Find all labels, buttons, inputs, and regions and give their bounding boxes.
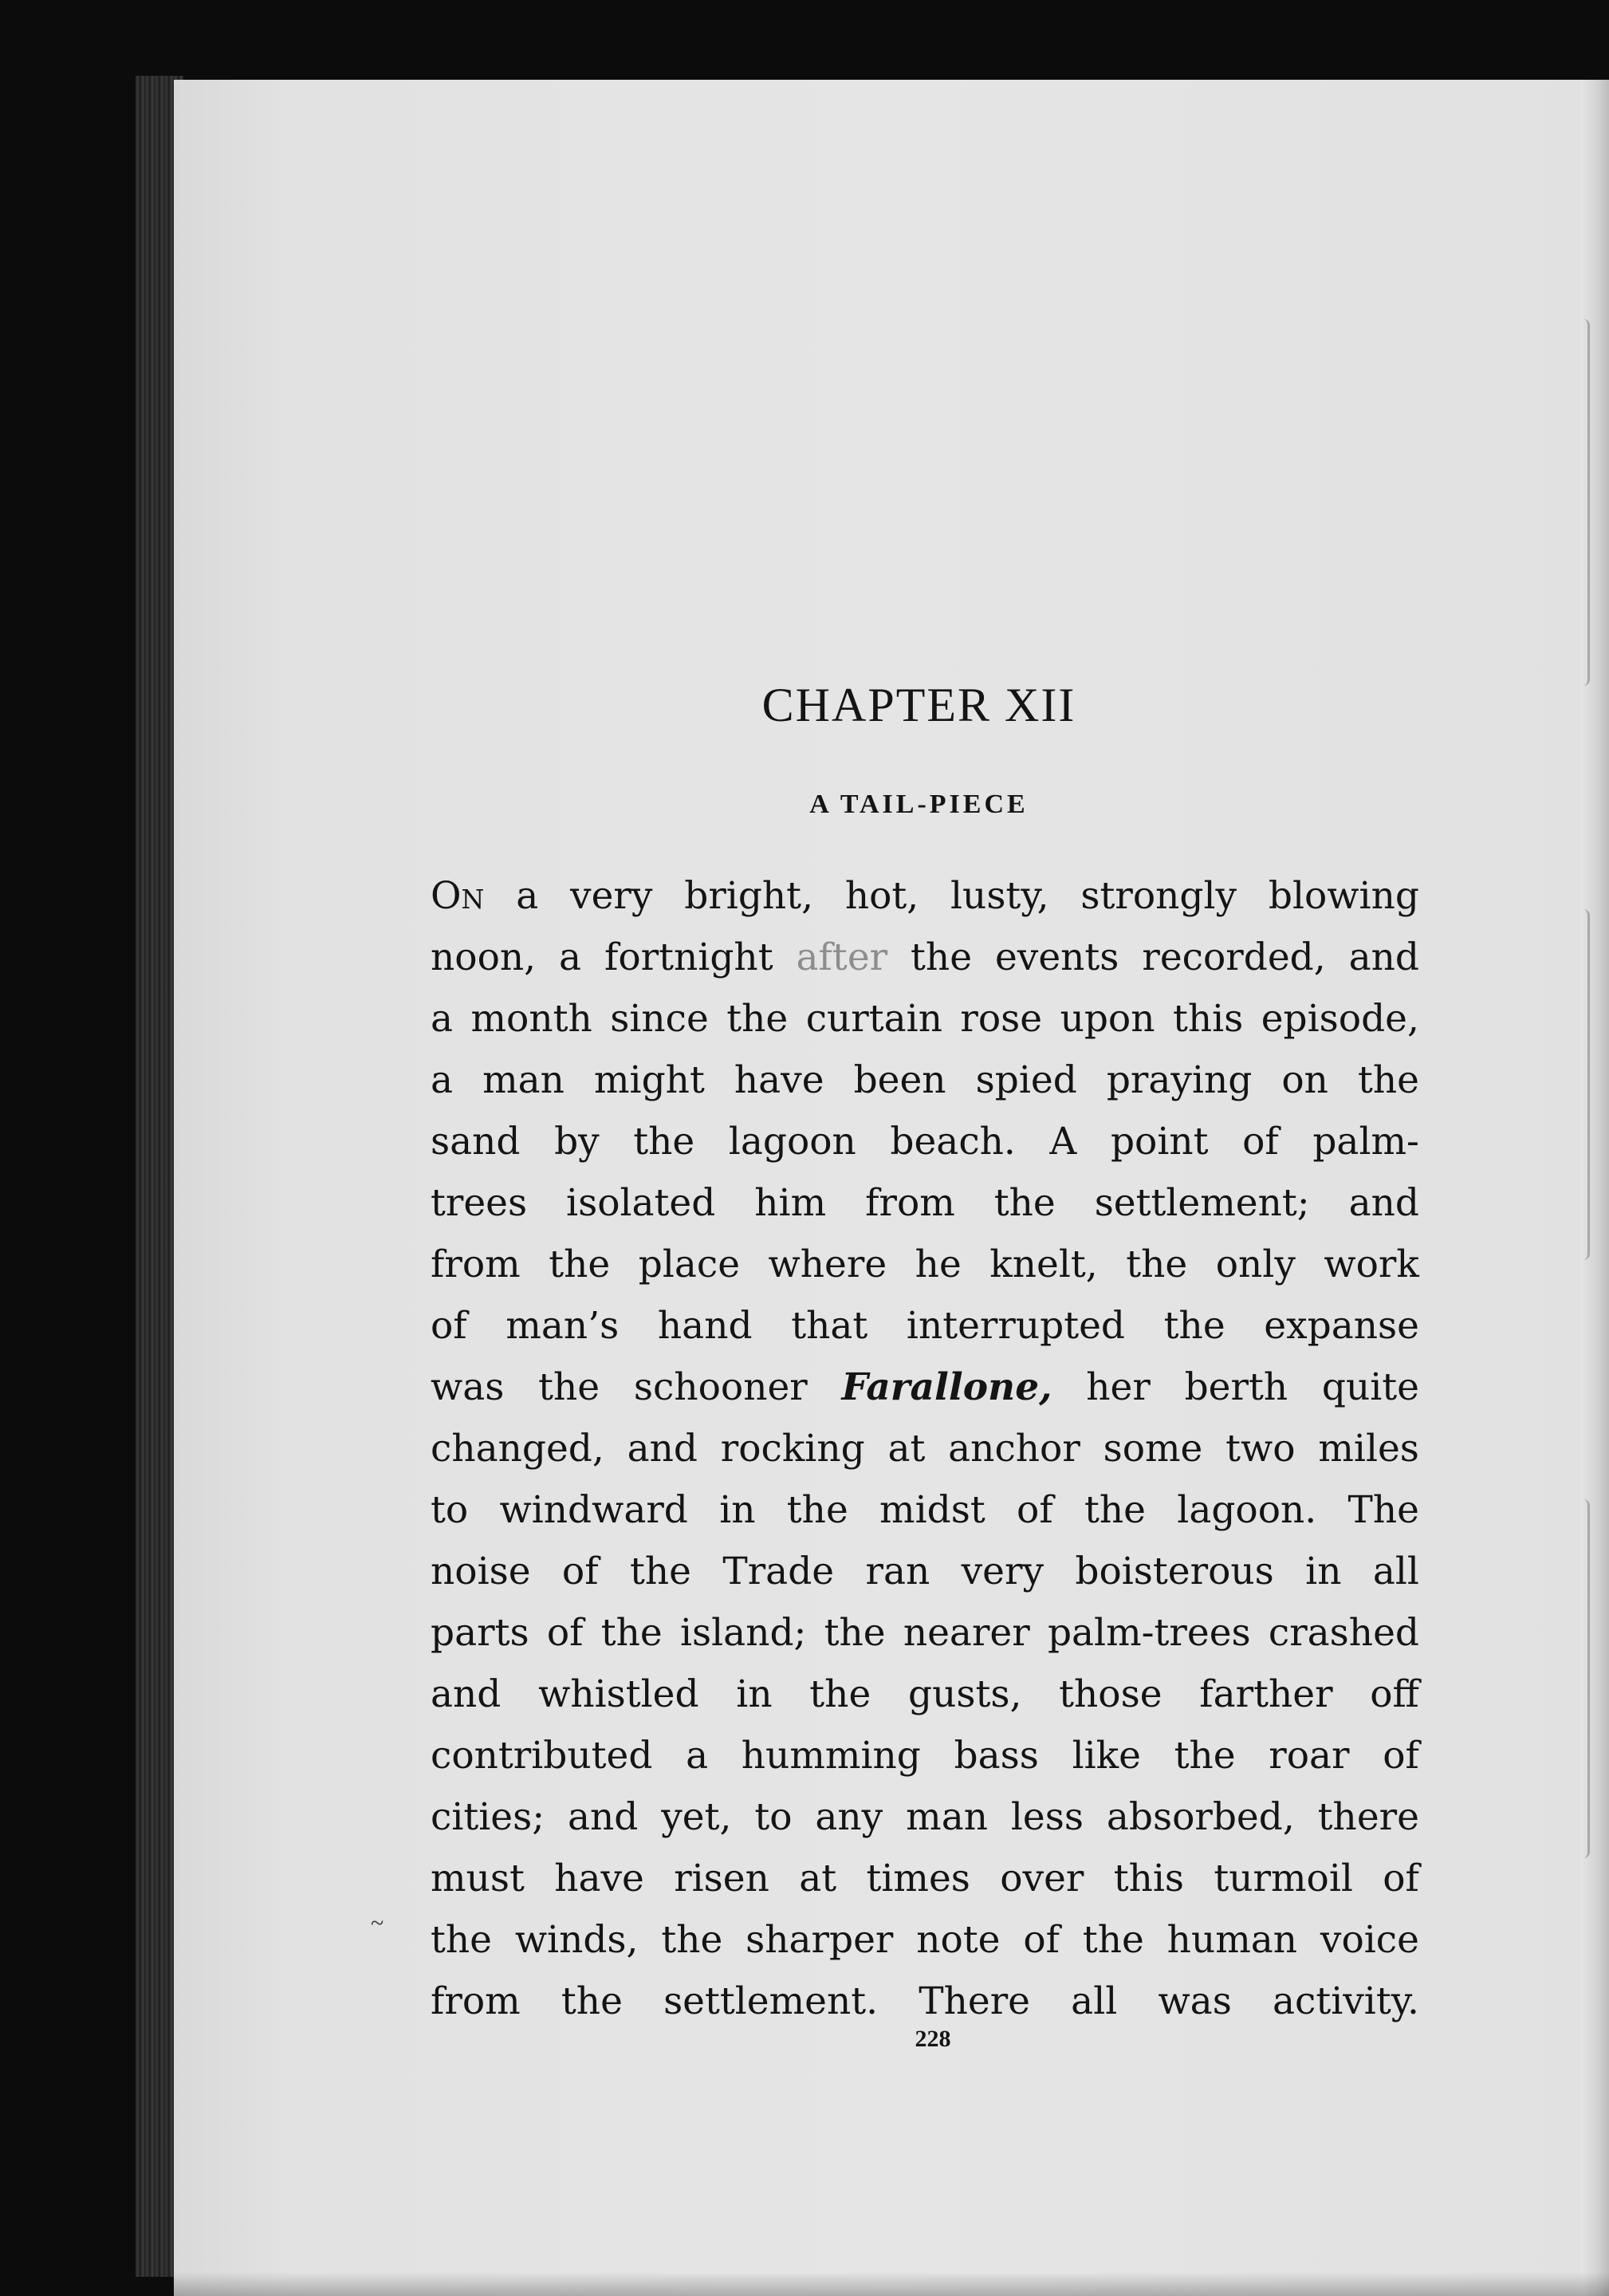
word: this <box>1113 1857 1184 1900</box>
word: turmoil <box>1214 1857 1353 1900</box>
word: month <box>470 997 592 1041</box>
word: gusts, <box>907 1672 1022 1716</box>
word: interrupted <box>906 1304 1126 1348</box>
text-line <box>431 1418 1419 1479</box>
word: The <box>1347 1488 1419 1532</box>
text-line <box>431 1909 1419 1971</box>
text-line <box>431 1479 1419 1541</box>
word: praying <box>1106 1058 1253 1102</box>
word: the <box>993 1181 1056 1225</box>
word: after <box>796 935 888 979</box>
word: a <box>686 1734 709 1778</box>
word: nearer <box>903 1611 1030 1655</box>
word: and <box>1348 1181 1419 1225</box>
word: A <box>1049 1120 1077 1164</box>
word: any <box>815 1795 883 1839</box>
word: activity. <box>1272 1979 1419 2023</box>
word: must <box>431 1857 525 1900</box>
word: bright, <box>684 874 814 918</box>
word: the <box>538 1365 600 1409</box>
word: the <box>1082 1918 1144 1962</box>
word: anchor <box>948 1427 1080 1471</box>
page-bottom-shadow <box>174 2272 1609 2296</box>
text-line <box>431 1971 1419 2032</box>
word: schooner <box>633 1365 808 1409</box>
word: winds, <box>514 1918 639 1962</box>
word: voice <box>1320 1918 1419 1962</box>
word: of <box>1023 1918 1060 1962</box>
text-line <box>431 1111 1419 1172</box>
word: crashed <box>1268 1611 1419 1655</box>
word: this <box>1172 997 1244 1041</box>
text-line <box>431 1786 1419 1848</box>
word: only <box>1215 1243 1296 1286</box>
word: was <box>1158 1979 1232 2023</box>
word: the <box>431 1918 492 1962</box>
word: midst <box>879 1488 985 1532</box>
word: whistled <box>538 1672 699 1716</box>
word: two <box>1225 1427 1296 1471</box>
word: lagoon. <box>1177 1488 1317 1532</box>
word: the <box>726 997 789 1041</box>
word: in <box>719 1488 756 1532</box>
text-line <box>431 1848 1419 1909</box>
word: on <box>1281 1058 1328 1102</box>
word: in <box>1305 1550 1342 1593</box>
word: since <box>610 997 709 1041</box>
word: have <box>734 1058 824 1102</box>
margin-tick-mark: ~ <box>371 1910 384 1936</box>
word: rose <box>960 997 1043 1041</box>
word: of <box>561 1550 599 1593</box>
word: absorbed, <box>1106 1795 1295 1839</box>
word: palm- <box>1312 1120 1419 1164</box>
word: of <box>1017 1488 1053 1532</box>
word: rocking <box>720 1427 865 1471</box>
word: the <box>633 1120 695 1164</box>
margin-bracket <box>1583 319 1590 686</box>
word: a <box>559 935 582 979</box>
word: ran <box>865 1550 930 1593</box>
word: of <box>1383 1734 1419 1778</box>
word: quite <box>1321 1365 1419 1409</box>
word: note <box>916 1918 1001 1962</box>
text-line <box>431 1050 1419 1111</box>
word: might <box>593 1058 705 1102</box>
word: contributed <box>431 1734 653 1778</box>
word: episode, <box>1261 997 1419 1041</box>
word: settlement. <box>663 1979 879 2023</box>
word: like <box>1072 1734 1141 1778</box>
word: curtain <box>805 997 942 1041</box>
word: island; <box>679 1611 807 1655</box>
word: over <box>1000 1857 1084 1900</box>
word: was <box>431 1365 505 1409</box>
word: those <box>1059 1672 1162 1716</box>
word: all <box>1372 1550 1419 1593</box>
word: hand <box>657 1304 753 1348</box>
word: the <box>1174 1734 1236 1778</box>
word: that <box>791 1304 868 1348</box>
word: events <box>994 935 1119 979</box>
word: berth <box>1184 1365 1288 1409</box>
word: beach. <box>890 1120 1016 1164</box>
word: strongly <box>1080 874 1237 918</box>
word: in <box>736 1672 773 1716</box>
word: the <box>1084 1488 1146 1532</box>
chapter-number: CHAPTER XII <box>761 679 1076 731</box>
word: cities; <box>431 1795 545 1839</box>
word: hot, <box>844 874 919 918</box>
word: at <box>887 1427 926 1471</box>
word: a <box>516 874 539 918</box>
word: point <box>1110 1120 1209 1164</box>
word: less <box>1010 1795 1084 1839</box>
word: at <box>799 1857 837 1900</box>
word: windward <box>499 1488 688 1532</box>
word: trees <box>431 1181 528 1225</box>
word: of <box>546 1611 584 1655</box>
word: the <box>824 1611 886 1655</box>
word: man’s <box>506 1304 620 1348</box>
word: and <box>1348 935 1419 979</box>
text-line <box>431 1541 1419 1602</box>
text-line <box>431 1725 1419 1786</box>
word: of <box>1242 1120 1279 1164</box>
chapter-body-text <box>431 865 1419 2032</box>
word: yet, <box>661 1795 732 1839</box>
word: isolated <box>566 1181 716 1225</box>
text-line <box>431 1234 1419 1295</box>
word: and <box>431 1672 502 1716</box>
word: times <box>866 1857 970 1900</box>
word: risen <box>674 1857 769 1900</box>
word: the <box>630 1550 691 1593</box>
word: spied <box>975 1058 1077 1102</box>
word: miles <box>1318 1427 1419 1471</box>
word: On <box>431 874 485 918</box>
word: where <box>768 1243 887 1286</box>
word: There <box>919 1979 1030 2023</box>
word: sharper <box>745 1918 894 1962</box>
chapter-title: A TAIL-PIECE <box>809 790 1029 819</box>
word: the <box>911 935 973 979</box>
text-line <box>431 1357 1419 1418</box>
word: Farallone, <box>841 1365 1052 1409</box>
text-line <box>431 1664 1419 1725</box>
word: there <box>1317 1795 1419 1839</box>
word: and <box>627 1427 698 1471</box>
word: the <box>1358 1058 1419 1102</box>
word: Trade <box>722 1550 835 1593</box>
word: boisterous <box>1075 1550 1274 1593</box>
text-line <box>431 1602 1419 1664</box>
word: of <box>431 1304 467 1348</box>
margin-bracket <box>1583 1499 1590 1858</box>
text-line <box>431 927 1419 988</box>
word: the <box>809 1672 871 1716</box>
word: a <box>431 997 454 1041</box>
word: man <box>482 1058 565 1102</box>
word: to <box>754 1795 793 1839</box>
word: bass <box>954 1734 1039 1778</box>
word: from <box>431 1243 521 1286</box>
word: blowing <box>1268 874 1419 918</box>
word: lusty, <box>950 874 1049 918</box>
word: human <box>1166 1918 1298 1962</box>
word: man <box>906 1795 988 1839</box>
text-line <box>431 865 1419 927</box>
word: her <box>1086 1365 1151 1409</box>
word: humming <box>741 1734 921 1778</box>
word: have <box>554 1857 644 1900</box>
word: all <box>1071 1979 1118 2023</box>
word: sand <box>431 1120 521 1164</box>
word: very <box>570 874 653 918</box>
word: and <box>567 1795 639 1839</box>
word: some <box>1103 1427 1203 1471</box>
word: him <box>754 1181 827 1225</box>
word: off <box>1370 1672 1419 1716</box>
word: been <box>853 1058 946 1102</box>
word: changed, <box>431 1427 604 1471</box>
word: noon, <box>431 935 537 979</box>
word: from <box>431 1979 521 2023</box>
word: roar <box>1269 1734 1350 1778</box>
word: from <box>865 1181 955 1225</box>
word: the <box>600 1611 663 1655</box>
word: noise <box>431 1550 531 1593</box>
word: the <box>561 1979 623 2023</box>
word: upon <box>1060 997 1155 1041</box>
word: place <box>638 1243 741 1286</box>
word: of <box>1383 1857 1419 1900</box>
word: parts <box>431 1611 529 1655</box>
page-number: 228 <box>915 2026 951 2052</box>
word: knelt, <box>989 1243 1098 1286</box>
word: recorded, <box>1142 935 1326 979</box>
word: farther <box>1199 1672 1333 1716</box>
word: the <box>549 1243 611 1286</box>
word: settlement; <box>1094 1181 1310 1225</box>
word: he <box>915 1243 962 1286</box>
word: fortnight <box>604 935 773 979</box>
word: by <box>554 1120 600 1164</box>
word: very <box>961 1550 1044 1593</box>
text-line <box>431 988 1419 1050</box>
text-line <box>431 1172 1419 1234</box>
word: the <box>1163 1304 1225 1348</box>
word: palm-trees <box>1047 1611 1251 1655</box>
margin-bracket <box>1583 909 1590 1260</box>
word: work <box>1324 1243 1419 1286</box>
word: expanse <box>1264 1304 1419 1348</box>
word: lagoon <box>728 1120 856 1164</box>
text-line <box>431 1295 1419 1357</box>
word: to <box>431 1488 469 1532</box>
word: a <box>431 1058 454 1102</box>
word: the <box>786 1488 848 1532</box>
word: the <box>661 1918 723 1962</box>
word: the <box>1126 1243 1188 1286</box>
